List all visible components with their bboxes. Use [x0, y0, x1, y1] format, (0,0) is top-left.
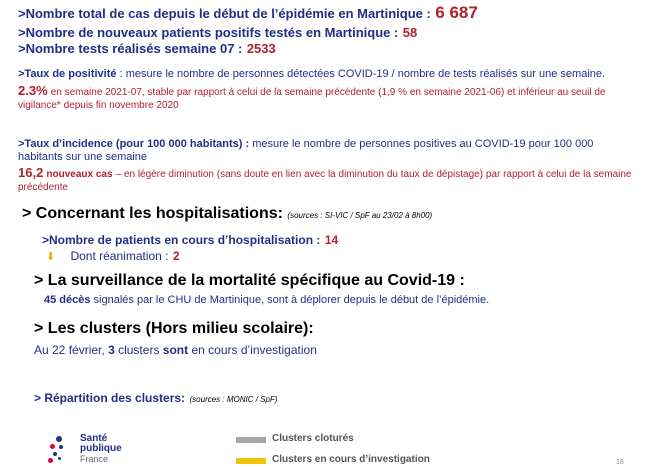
positivity-text: : mesure le nombre de personnes détectées COVID-19 / nombre de tests réalisés sur une semaine. [119, 68, 606, 80]
legend-swatch-closed [236, 437, 266, 443]
stat-total-label: >Nombre total de cas depuis le début de l’épidémie en Martinique : [18, 6, 431, 21]
logo-line2: publique [80, 443, 122, 454]
clusters-title: > Les clusters (Hors milieu scolaire): [34, 320, 314, 337]
stat-tests-value: 2533 [246, 41, 276, 56]
logo-line1: Santé [80, 433, 108, 444]
page-number: 18 [616, 459, 624, 466]
incidence-block [18, 138, 638, 194]
logo-line3: France [80, 454, 109, 464]
mortality-line [44, 294, 489, 306]
hospital-patients-label: >Nombre de patients en cours d’hospitalisation : [42, 233, 321, 247]
incidence-value: 16,2 [18, 165, 44, 180]
hospital-reanimation-value: 2 [172, 249, 180, 263]
repartition-source: (sources : MONIC / SpF) [189, 395, 278, 404]
clusters-text-after: en cours d’investigation [191, 343, 317, 357]
clusters-text-bold: sont [162, 343, 189, 357]
clusters-text-before: Au 22 février, [34, 343, 105, 357]
hospital-patients-value: 14 [324, 233, 339, 247]
incidence-definition [18, 138, 638, 164]
logo-text [80, 434, 122, 464]
repartition-heading [34, 389, 278, 407]
incidence-detail: – en légère diminution (sans doute en lien avec la diminution du taux de dépistage) par rapport à celui de la semaine précédente [18, 169, 632, 193]
repartition-title: > Répartition des clusters: [34, 391, 186, 405]
arrow-down-icon: ⬇ [46, 251, 56, 263]
stat-new-label: >Nombre de nouveaux patients positifs testés en Martinique : [18, 25, 399, 40]
stat-total-value: 6 687 [435, 3, 478, 22]
incidence-unit: nouveaux cas [46, 169, 113, 180]
hospital-source: (sources : SI-VIC / SpF au 23/02 à 8h00) [287, 211, 433, 220]
incidence-text: mesure le nombre de personnes positives au COVID-19 pour 100 000 habitants sur une semaine [18, 138, 594, 163]
mortality-count: 45 décès [44, 294, 91, 306]
santepubliquefrance-logo-icon [48, 436, 70, 466]
hospital-heading [22, 205, 432, 223]
hospital-reanimation [46, 247, 180, 265]
legend-swatch-open [236, 458, 266, 464]
incidence-title: >Taux d’incidence (pour 100 000 habitants) : [18, 138, 250, 150]
hospital-reanimation-label: Dont réanimation : [70, 249, 169, 263]
clusters-text-mid: clusters [118, 343, 160, 357]
positivity-definition [18, 68, 638, 81]
mortality-text: signalés par le CHU de Martinique, sont à déplorer depuis le début de l’épidémie. [93, 294, 490, 306]
stat-tests [18, 40, 276, 58]
legend-label-open: Clusters en cours d’investigation [272, 454, 430, 465]
clusters-line [34, 343, 317, 357]
stat-tests-label: >Nombre tests réalisés semaine 07 : [18, 41, 243, 56]
hospital-title: > Concernant les hospitalisations: [22, 205, 283, 222]
legend-label-closed: Clusters cloturés [272, 433, 354, 444]
positivity-block [18, 68, 638, 112]
stat-total [18, 3, 478, 23]
positivity-result [18, 84, 638, 112]
stat-new-value: 58 [402, 25, 418, 40]
positivity-detail: en semaine 2021-07, stable par rapport à celui de la semaine précédente (1,9 % en semaine 2021-06) et inférieur au seuil de vigilance* depuis fin novembre 2020 [18, 87, 606, 111]
incidence-result [18, 166, 638, 194]
positivity-title: >Taux de positivité [18, 68, 117, 80]
positivity-value: 2.3% [18, 83, 48, 98]
mortality-title: > La surveillance de la mortalité spécifique au Covid-19 : [34, 272, 465, 289]
clusters-count: 3 [108, 343, 115, 357]
